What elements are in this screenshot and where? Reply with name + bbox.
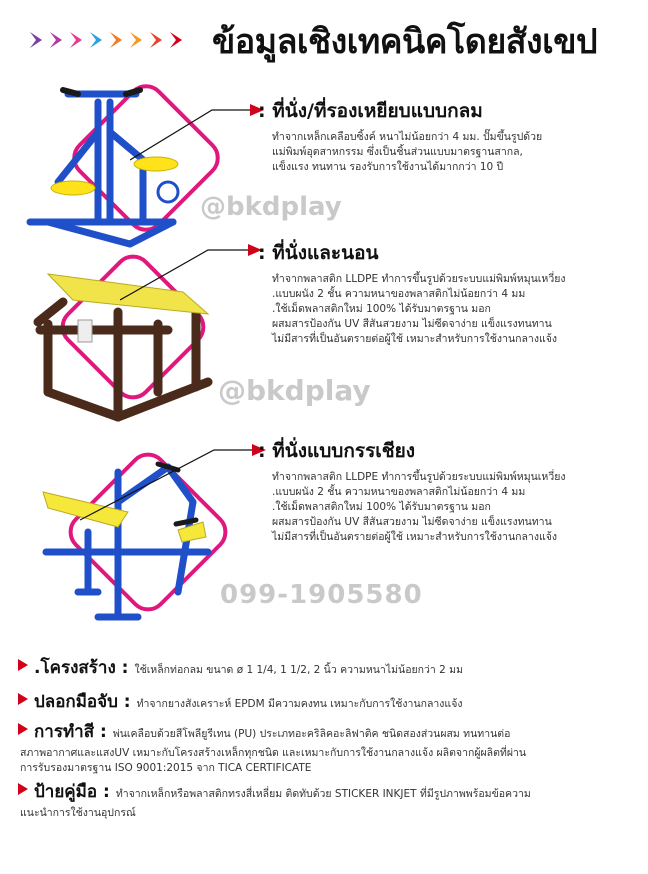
bullet-triangle-icon: [18, 693, 28, 705]
spec-text-continued: แนะนำการใช้งานอุปกรณ์: [20, 807, 136, 819]
page-header: [0, 12, 648, 64]
section-body: ทำจากเหล็กเคลือบซิ้งค์ หนาไม่น้อยกว่า 4 มม. ปั๊มขึ้นรูปด้วย แม่พิมพ์อุตสาหกรรม ซึ่งเป็นชิ้นส่วนแบบมาตรฐานสากล, แข็งแรง ทนทาน รองรับการใช้งานได้มากกว่า 10 ปี: [272, 131, 543, 173]
spec-label: ป้ายคู่มือ :: [34, 782, 110, 802]
spec-structure: [18, 654, 628, 681]
spec-text: ทำจากยางสังเคราะห์ EPDM มีความคงทน เหมาะกับการใช้งานกลางแจ้ง: [136, 698, 463, 710]
spec-label: ปลอกมือจับ :: [34, 692, 131, 712]
leader-line-1: [130, 100, 270, 170]
spec-manual-sign: [18, 778, 628, 821]
section-body: ทำจากพลาสติก LLDPE ทำการขึ้นรูปด้วยระบบแม่พิมพ์หมุนเหวี่ยง .แบบผนัง 2 ชั้น ความหนาของพลาสติกไม่น้อยกว่า 4 มม .ใช้เม็ดพลาสติกใหม่ 100% ได้รับมาตรฐาน มอก ผสมสารป้องกัน UV สีสันสวยงาม ไม่ซีดจาง่าย แข็งแรงทนทาน ไม่มีสารที่เป็นอันตรายต่อผู้ใช้ เหมาะสำหรับการใช้งานกลางแจ้ง: [272, 471, 566, 543]
spec-text: ใช้เหล็กท่อกลม ขนาด ø 1 1/4, 1 1/2, 2 นิ้ว ความหนาไม่น้อยกว่า 2 มม: [134, 664, 464, 676]
watermark-brand-1: @bkdplay: [200, 192, 342, 222]
spec-text: ทำจากเหล็กหรือพลาสติกทรงสี่เหลี่ยม ติดทับด้วย STICKER INKJET ที่มีรูปภาพพร้อมข้อความ: [115, 788, 531, 800]
chevron-arrow-icon: [170, 32, 182, 48]
leader-line-3: [80, 440, 270, 530]
bullet-triangle-icon: [18, 659, 28, 671]
watermark-brand-2: @bkdplay: [218, 374, 371, 407]
section-rower-seat: [258, 436, 628, 545]
chevron-arrow-icon: [110, 32, 122, 48]
spec-text-continued: สภาพอากาศและแสงUV เหมาะกับโครงสร้างเหล็กทุกชนิด และเหมาะกับการใช้งานกลางแจ้ง ผลิตจากผู้ผลิตที่ผ่าน การรับรองมาตรฐาน ISO 9001:2015 จาก TICA CERTIFICATE: [20, 747, 527, 774]
spec-label: การทำสี :: [34, 722, 107, 742]
chevron-arrow-icon: [130, 32, 142, 48]
chevron-arrow-icon: [70, 32, 82, 48]
section-title: : ที่นั่งแบบกรรเชียง: [258, 440, 416, 462]
section-title: : ที่นั่ง/ที่รองเหยียบแบบกลม: [258, 100, 483, 122]
bullet-triangle-icon: [18, 723, 28, 735]
section-round-seat: [258, 96, 628, 175]
spec-text: พ่นเคลือบด้วยสีโพลียูรีเทน (PU) ประเภทอะคริลิคอะลิฟาติค ชนิดสองส่วนผสม ทนทานต่อ: [112, 728, 511, 740]
section-body: ทำจากพลาสติก LLDPE ทำการขึ้นรูปด้วยระบบแม่พิมพ์หมุนเหวี่ยง .แบบผนัง 2 ชั้น ความหนาของพลาสติกไม่น้อยกว่า 4 มม .ใช้เม็ดพลาสติกใหม่ 100% ได้รับมาตรฐาน มอก ผสมสารป้องกัน UV สีสันสวยงาม ไม่ซีดจาง่าย แข็งแรงทนทาน ไม่มีสารที่เป็นอันตรายต่อผู้ใช้ เหมาะสำหรับการใช้งานกลางแจ้ง: [272, 273, 566, 345]
section-bench-seat: [258, 238, 628, 347]
chevron-arrow-icon: [50, 32, 62, 48]
spec-label: .โครงสร้าง :: [34, 658, 129, 678]
page-title: ข้อมูลเชิงเทคนิคโดยสังเขป: [212, 22, 598, 62]
section-title: : ที่นั่งและนอน: [258, 242, 379, 264]
decorative-arrows-icon: [30, 32, 200, 48]
spec-grip: [18, 688, 628, 715]
chevron-arrow-icon: [30, 32, 42, 48]
leader-line-2: [120, 240, 270, 310]
chevron-arrow-icon: [150, 32, 162, 48]
bullet-triangle-icon: [18, 783, 28, 795]
watermark-phone: 099-1905580: [220, 580, 423, 610]
spec-paint: [18, 718, 628, 776]
chevron-arrow-icon: [90, 32, 102, 48]
